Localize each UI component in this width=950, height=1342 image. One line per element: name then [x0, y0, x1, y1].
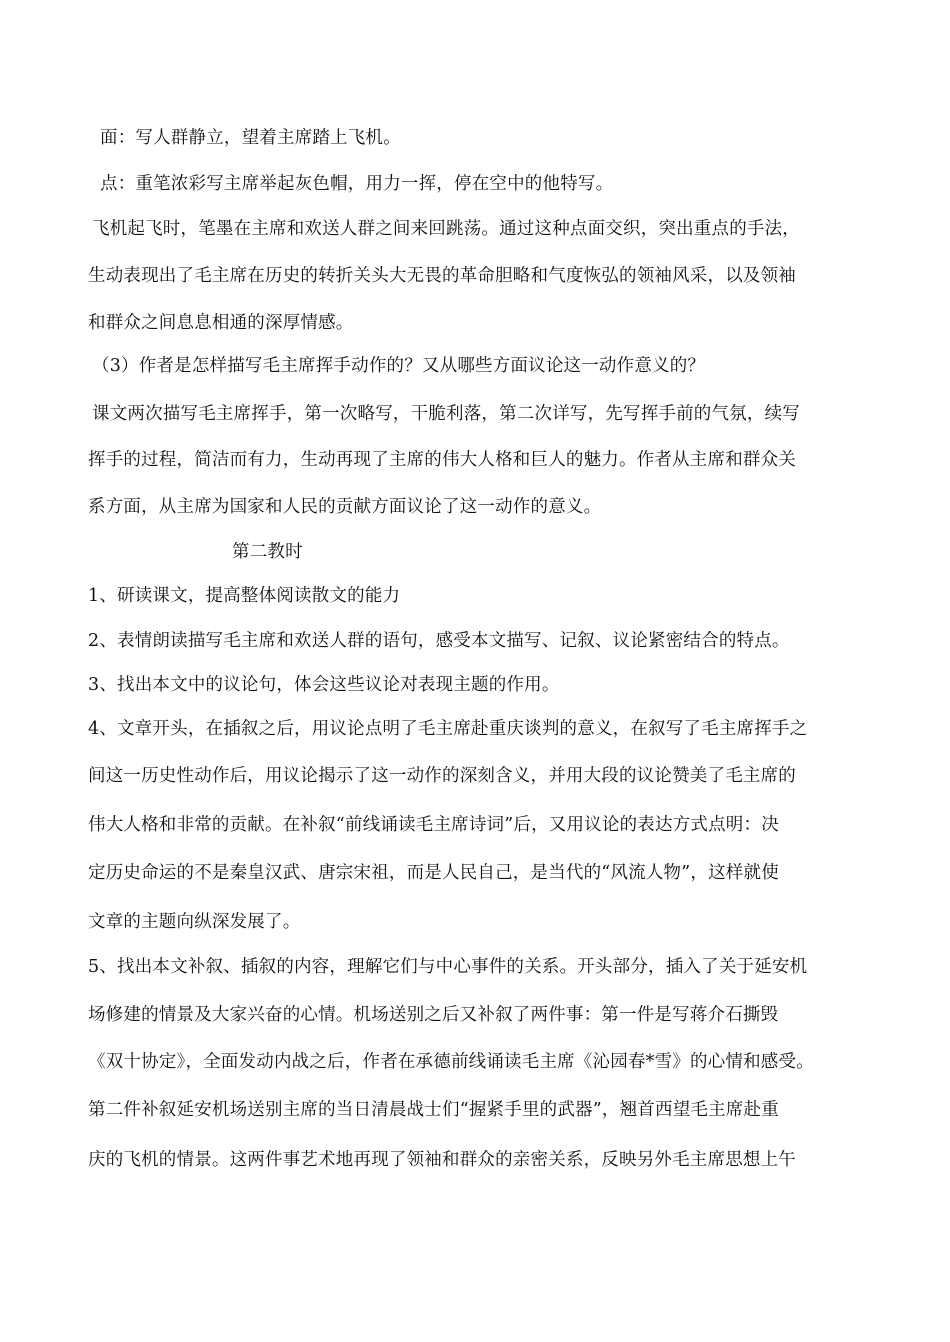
- text-line: 飞机起飞时，笔墨在主席和欢送人群之间来回跳荡。通过这种点面交织，突出重点的手法，: [92, 219, 800, 239]
- text-line: 伟大人格和非常的贡献。在补叙“前线诵读毛主席诗词”后，又用议论的表达方式点明：决: [88, 815, 779, 835]
- text-line: 生动表现出了毛主席在历史的转折关头大无畏的革命胆略和气度恢弘的领袖风采，以及领袖: [88, 266, 796, 286]
- list-item: 4、文章开头，在插叙之后，用议论点明了毛主席赴重庆谈判的意义，在叙写了毛主席挥手之: [88, 719, 808, 739]
- section-heading: 第二教时: [232, 542, 303, 562]
- text-line: 和群众之间息息相通的深厚情感。: [88, 313, 354, 333]
- text-line: 文章的主题向纵深发展了。: [88, 912, 301, 932]
- list-item: 2、表情朗读描写毛主席和欢送人群的语句，感受本文描写、记叙、议论紧密结合的特点。: [88, 631, 790, 651]
- text-line: 课文两次描写毛主席挥手，第一次略写，干脆利落，第二次详写，先写挥手前的气氛，续写: [92, 404, 800, 424]
- text-line: 《双十协定》，全面发动内战之后，作者在承德前线诵读毛主席《沁园春*雪》的心情和感受。: [88, 1052, 814, 1072]
- text-line: 场修建的情景及大家兴奋的心情。机场送别之后又补叙了两件事：第一件是写蒋介石撕毁: [88, 1005, 779, 1025]
- text-line: 系方面，从主席为国家和人民的贡献方面议论了这一动作的意义。: [88, 497, 602, 517]
- text-line: 挥手的过程，简洁而有力，生动再现了主席的伟大人格和巨人的魅力。作者从主席和群众关: [88, 450, 796, 470]
- text-line: 间这一历史性动作后，用议论揭示了这一动作的深刻含义，并用大段的议论赞美了毛主席的: [88, 766, 796, 786]
- text-line: 点：重笔浓彩写主席举起灰色帽，用力一挥，停在空中的他特写。: [100, 174, 614, 194]
- text-line: 庆的飞机的情景。这两件事艺术地再现了领袖和群众的亲密关系，反映另外毛主席思想上午: [88, 1150, 796, 1170]
- text-line: 第二件补叙延安机场送别主席的当日清晨战士们“握紧手里的武器”，翘首西望毛主席赴重: [88, 1100, 779, 1120]
- text-line: 面：写人群静立，望着主席踏上飞机。: [100, 128, 401, 148]
- text-line: 定历史命运的不是秦皇汉武、唐宗宋祖，而是人民自己，是当代的“风流人物”，这样就使: [88, 863, 779, 883]
- question-heading: （3）作者是怎样描写毛主席挥手动作的？又从哪些方面议论这一动作意义的？: [92, 356, 706, 376]
- list-item: 3、找出本文中的议论句，体会这些议论对表现主题的作用。: [88, 675, 560, 695]
- list-item: 5、找出本文补叙、插叙的内容，理解它们与中心事件的关系。开头部分，插入了关于延安机: [88, 957, 808, 977]
- list-item: 1、研读课文，提高整体阅读散文的能力: [88, 586, 401, 606]
